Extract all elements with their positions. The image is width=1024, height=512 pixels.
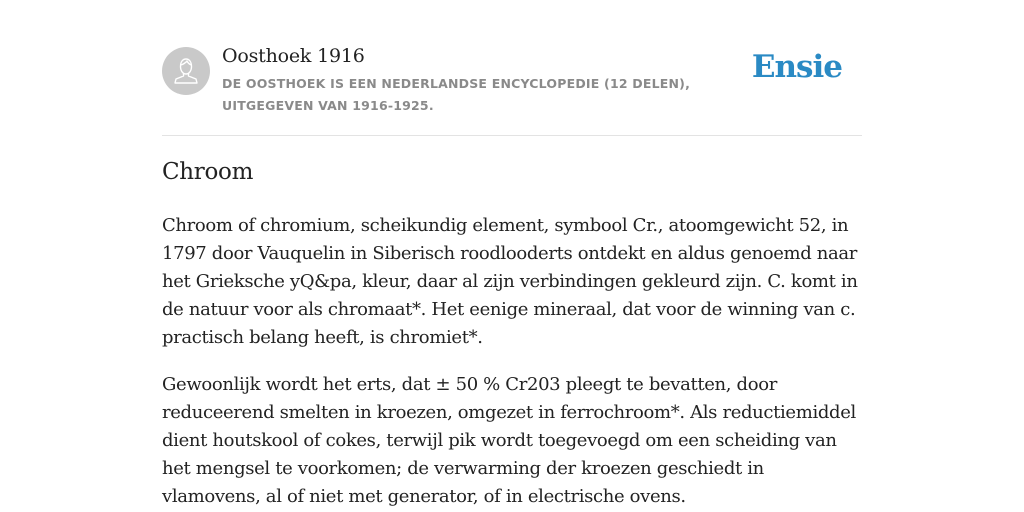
source-description: DE OOSTHOEK IS EEN NEDERLANDSE ENCYCLOPEDIE (12 DELEN), UITGEGEVEN VAN 1916-1925. — [222, 76, 691, 113]
user-silhouette-icon — [162, 47, 210, 95]
avatar[interactable] — [162, 47, 210, 95]
article-paragraph: Chroom of chromium, scheikundig element, symbool Cr., atoomgewicht 52, in 1797 door Vauquelin in Siberisch roodlooderts ontdekt en aldus genoemd naar het Grieksche yQ&pa, kleur, daar al zijn verbindingen gekleurd zijn. C. komt in de natuur voor als chromaat*. Het eenige mineraal, dat voor de winning van c. practisch belang heeft, is chromiet*. — [162, 215, 858, 348]
source-title[interactable]: Oosthoek 1916 — [222, 45, 365, 67]
article-paragraph: Gewoonlijk wordt het erts, dat ± 50 % Cr203 pleegt te bevatten, door reduceerend smelten in kroezen, omgezet in ferrochroom*. Als reductiemiddel dient houtskool of cokes, terwijl pik wordt toegevoegd om een scheiding van het mengsel te voorkomen; de verwarming der kroezen geschiedt in vlamovens, al of niet met generator, of in electrische ovens. — [162, 374, 856, 507]
ensie-logo[interactable]: Ensie — [751, 49, 842, 85]
source-header — [162, 0, 862, 136]
page-title: Chroom — [162, 159, 254, 185]
page-container — [162, 0, 862, 507]
